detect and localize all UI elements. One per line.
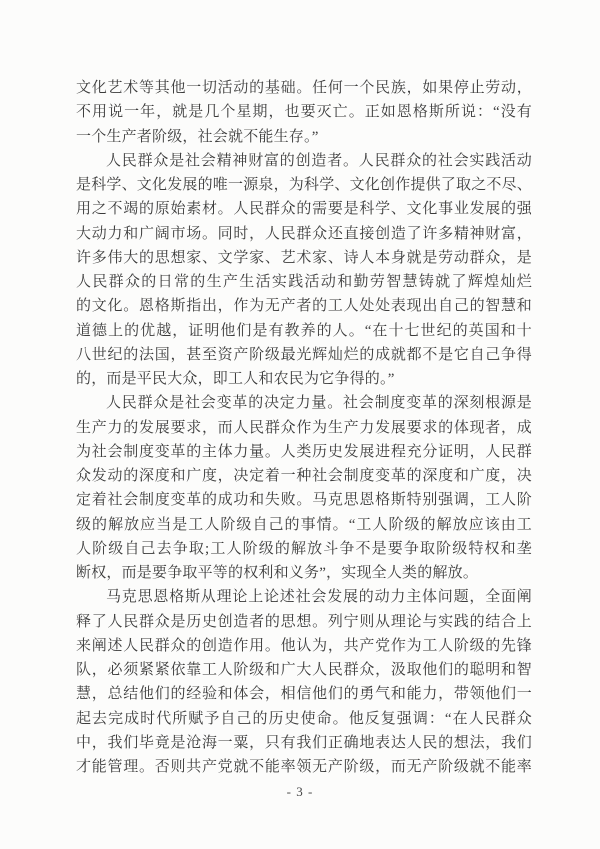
text-line: 来阐述人民群众的创造作用。他认为，共产党作为工人阶级的先锋	[76, 637, 532, 654]
paragraph	[76, 391, 532, 585]
text-line: 不用说一年，就是几个星期，也要灭亡。正如恩格斯所说：“没有	[76, 104, 532, 121]
text-line: 的文化。恩格斯指出，作为无产者的工人处处表现出自己的智慧和	[76, 298, 532, 315]
text-line: 道德上的优越，证明他们是有教养的人。“在十七世纪的英国和十	[76, 322, 532, 339]
text-block	[76, 76, 532, 779]
text-line: 队，必须紧紧依靠工人阶级和广大人民群众，汲取他们的聪明和智	[76, 662, 532, 678]
text-line: 人民群众是社会精神财富的创造者。人民群众的社会实践活动	[106, 152, 532, 169]
text-line: 释了人民群众是历史创造者的思想。列宁则从理论与实践的结合上	[76, 613, 532, 630]
text-line: 是科学、文化发展的唯一源泉，为科学、文化创作提供了取之不尽、	[76, 177, 532, 193]
text-line: 马克思恩格斯从理论上论述社会发展的动力主体问题，全面阐	[106, 589, 532, 606]
text-line: 人民群众是社会变革的决定力量。社会制度变革的深刻根源是	[106, 395, 532, 412]
text-line: 定着社会制度变革的成功和失败。马克思恩格斯特别强调，工人阶	[76, 492, 532, 509]
text-line: 众发动的深度和广度，决定着一种社会制度变革的深度和广度，决	[76, 468, 532, 484]
paragraph	[76, 585, 532, 779]
text-line: 用之不竭的原始素材。人民群众的需要是科学、文化事业发展的强	[76, 201, 532, 218]
text-line: 生产力的发展要求，而人民群众作为生产力发展要求的体现者，成	[76, 419, 532, 436]
text-line: 的，而是平民大众，即工人和农民为它争得的。”	[76, 371, 395, 387]
text-line: 级的解放应当是工人阶级自己的事情。“工人阶级的解放应该由工	[76, 516, 532, 533]
paragraph	[76, 76, 532, 149]
text-line: 八世纪的法国，甚至资产阶级最光辉灿烂的成就都不是它自己争得	[76, 346, 532, 363]
text-line: 文化艺术等其他一切活动的基础。任何一个民族，如果停止劳动，	[76, 80, 532, 96]
page-number: - 3 -	[286, 784, 314, 799]
text-line: 人民群众的日常的生产生活实践活动和勤劳智慧铸就了辉煌灿烂	[76, 274, 532, 290]
text-line: 慧，总结他们的经验和体会，相信他们的勇气和能力，带领他们一	[76, 686, 532, 703]
text-line: 大动力和广阔市场。同时，人民群众还直接创造了许多精神财富，	[76, 225, 532, 242]
text-line: 为社会制度变革的主体力量。人类历史发展进程充分证明，人民群	[76, 443, 532, 460]
text-line: 起去完成时代所赋予自己的历史使命。他反复强调：“在人民群众	[76, 710, 532, 727]
text-line: 人阶级自己去争取;工人阶级的解放斗争不是要争取阶级特权和垄	[76, 540, 532, 557]
text-line: 断权，而是要争取平等的权利和义务”，实现全人类的解放。	[76, 565, 479, 581]
text-line: 一个生产者阶级，社会就不能生存。”	[76, 128, 319, 145]
paragraph	[76, 149, 532, 392]
text-line: 许多伟大的思想家、文学家、艺术家、诗人本身就是劳动群众，是	[76, 249, 532, 266]
text-line: 中，我们毕竟是沧海一粟，只有我们正确地表达人民的想法，我们	[76, 734, 532, 751]
text-line: 才能管理。否则共产党就不能率领无产阶级，而无产阶级就不能率	[76, 759, 532, 775]
